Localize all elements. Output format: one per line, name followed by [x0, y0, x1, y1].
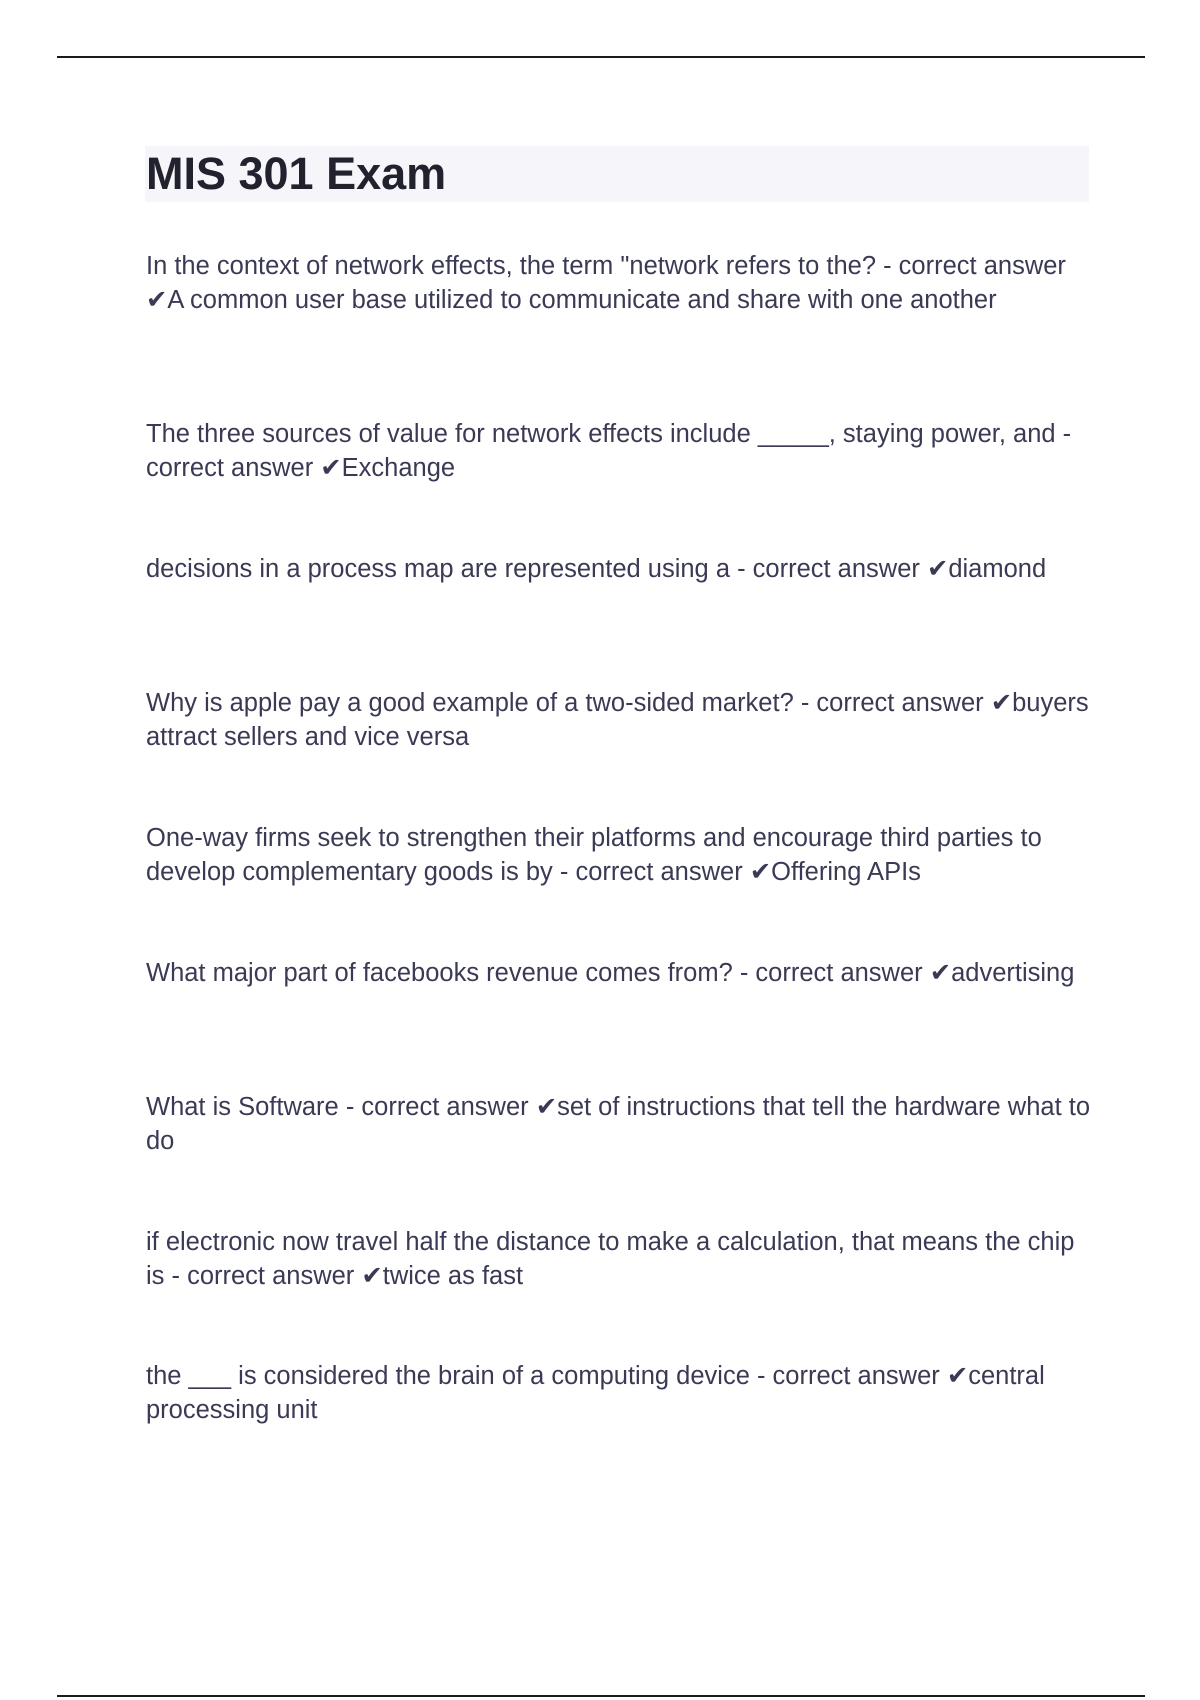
qa-item-5: One-way firms seek to strengthen their platforms and encourage third parties to develop complementary goods is by - correct answer ✔Offering APIs [146, 824, 1042, 886]
bottom-rule [57, 1695, 1145, 1697]
qa-item-1: In the context of network effects, the term "network refers to the? - correct answer ✔A common user base utilized to communicate and share with one another [146, 252, 1066, 314]
qa-item-6: What major part of facebooks revenue comes from? - correct answer ✔advertising [146, 959, 1075, 987]
qa-item-8: if electronic now travel half the distance to make a calculation, that means the chip is - correct answer ✔twice as fast [146, 1228, 1075, 1290]
qa-item-9: the ___ is considered the brain of a computing device - correct answer ✔central processing unit [146, 1362, 1045, 1424]
document-title: MIS 301 Exam [146, 148, 447, 199]
qa-item-7: What is Software - correct answer ✔set of instructions that tell the hardware what to do [146, 1093, 1091, 1155]
top-rule [57, 56, 1145, 58]
qa-item-4: Why is apple pay a good example of a two-sided market? - correct answer ✔buyers attract sellers and vice versa [146, 689, 1089, 751]
qa-item-3: decisions in a process map are represented using a - correct answer ✔diamond [146, 555, 1047, 583]
qa-item-2: The three sources of value for network effects include _____, staying power, and - correct answer ✔Exchange [146, 420, 1072, 482]
